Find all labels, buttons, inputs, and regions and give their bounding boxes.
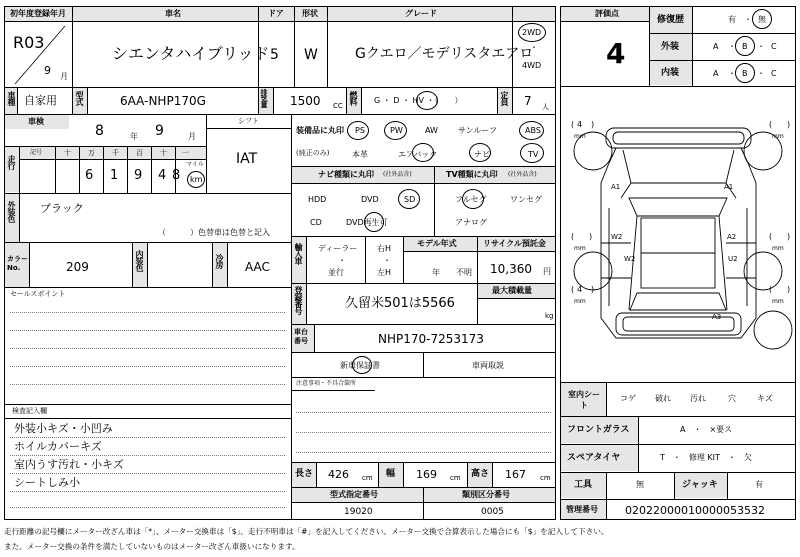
digit-1: 1 (110, 168, 119, 183)
dvdplay-circle (364, 212, 384, 232)
navi-kind-label: ナビ種類に丸印 (318, 170, 374, 179)
digit-lbl-5: 一 (182, 149, 189, 157)
diag-mm-2: mm (772, 133, 784, 140)
diag-rp-1: ) (591, 120, 595, 129)
wid-unit: cm (450, 474, 461, 482)
score-label: 評価点 (595, 9, 619, 18)
diag-rp-6: ) (787, 285, 791, 294)
reg-month-unit: 月 (60, 72, 68, 81)
import-dot-2: ・ (383, 256, 391, 265)
equip-sunroof: サンルーフ (458, 126, 497, 135)
kind-label: 車種 (7, 91, 16, 105)
ac-label: 冷房 (215, 254, 224, 268)
footer-line-2: また、メーター交換の条件を満たしていないものはメーター改ざん車扱いになります。 (4, 542, 300, 551)
len-value: 426 (328, 468, 349, 481)
door-label: ドア (268, 9, 284, 18)
repair-label: 修復歴 (657, 15, 685, 25)
tv-kind-sub: (社外品含) (508, 171, 537, 178)
mark-a1-right: A1 (724, 183, 734, 191)
equip-ps: PS (355, 126, 365, 135)
seat-dirt: 汚れ (690, 394, 706, 403)
digit-lbl-1: 万 (88, 149, 95, 157)
abs-circle (519, 121, 544, 140)
model-year-year: 年 (432, 268, 440, 277)
wid-label: 幅 (386, 469, 396, 479)
digit-2: 9 (134, 168, 143, 183)
equip-tv: TV (528, 150, 539, 159)
inspect-month: 9 (155, 123, 164, 139)
shift-label: シフト (238, 117, 259, 125)
tv-circle (520, 143, 544, 163)
ps-circle (347, 121, 369, 140)
diag-rp-4: ) (787, 232, 791, 241)
diag-mm-6: mm (772, 298, 784, 305)
navi-hdd: HDD (308, 195, 327, 204)
inspect-year: 8 (95, 123, 104, 139)
inspect-label: 車検 (28, 117, 44, 126)
recycle-label: リサイクル預託金 (483, 239, 546, 248)
mark-a3-rear: A3 (712, 313, 722, 321)
diag-rp-3: ) (589, 232, 593, 241)
jack-label: ジャッキ (682, 480, 718, 490)
fullseg-circle (462, 189, 484, 209)
reg-month: 9 (44, 64, 51, 77)
mark-u2-right: U2 (728, 255, 738, 263)
reg-year: R03 (13, 33, 45, 52)
tools-label: 工具 (574, 480, 593, 490)
mileage-label: 走行 (7, 155, 16, 169)
warranty-label: 新車保証書 (340, 361, 380, 370)
ext-dot2: ・ (757, 42, 765, 51)
car-diagram (561, 88, 795, 378)
ext-dot1: ・ (728, 42, 736, 51)
import-parallel: 並行 (328, 268, 344, 277)
shift-value: IAT (236, 151, 258, 167)
diag-four-1: 4 (577, 120, 583, 129)
plate-value: 久留米501は5566 (345, 296, 455, 311)
maxload-unit: kg (545, 312, 554, 320)
mileage-sym-label: 記号 (30, 149, 43, 156)
equip-airbag: エアバック (398, 150, 438, 159)
wid-value: 169 (416, 468, 437, 481)
airbag-circle (412, 143, 434, 162)
color-no-label: カラーNo. (7, 255, 28, 272)
maxload-label: 最大積載量 (492, 286, 532, 295)
diag-mm-5: mm (574, 298, 586, 305)
hgt-value: 167 (505, 468, 526, 481)
diag-rp-2: ) (787, 120, 791, 129)
use: 自家用 (24, 94, 57, 107)
jack-value: 有 (755, 480, 763, 489)
import-dot-1: ・ (338, 256, 346, 265)
navi-cd: CD (310, 218, 322, 227)
plate-label: 登録番号 (294, 286, 303, 314)
class-no-value: 0005 (481, 507, 504, 517)
disp-unit: CC (333, 102, 343, 110)
int-c: C (771, 69, 777, 78)
mgmt-label: 管理番号 (566, 505, 598, 514)
glass-label: フロントガラス (567, 425, 630, 435)
color-label: 外装色 (7, 201, 16, 222)
glass-value: A ・ ×要ス (680, 425, 733, 434)
shape: W (304, 47, 318, 63)
type-no-label: 型式指定番号 (330, 490, 378, 499)
cap: 7 (524, 94, 532, 108)
inspect-m: 月 (188, 132, 196, 141)
digit-0: 6 (85, 168, 94, 183)
sd-circle (398, 189, 420, 209)
equip-label: 装備品に丸印 (296, 126, 344, 135)
spare-label: スペアタイヤ (567, 453, 621, 463)
int-b: B (742, 69, 748, 78)
spare-value: T ・ 修理 KIT ・ 欠 (660, 453, 752, 462)
import-dealer: ディーラー (318, 244, 358, 253)
navi-dvd-play: DVD再生可 (346, 218, 388, 227)
mark-w2-left: W2 (611, 233, 623, 241)
drive-dot: ・ (530, 43, 538, 52)
interior-label: 内装 (661, 68, 680, 78)
sales-point-label: セールスポイント (10, 290, 66, 298)
model-label: 型式 (75, 91, 84, 105)
import-label: 輸入車 (294, 243, 303, 264)
repair-yes: 有 (728, 15, 736, 24)
inspect-notes-label: 検査記入欄 (12, 407, 47, 415)
return-label: 車両取説 (472, 361, 504, 370)
tv-analog: アナログ (455, 218, 487, 227)
color-value: ブラック (40, 202, 84, 215)
navi-circle (469, 143, 491, 162)
navi-dvd: DVD (361, 195, 379, 204)
digit-lbl-3: 百 (136, 149, 143, 157)
class-no-label: 類別区分番号 (462, 490, 510, 499)
model: 6AA-NHP170G (120, 94, 206, 108)
equip-leather: 本革 (352, 150, 368, 159)
digit-3: 4 (158, 168, 167, 183)
mark-w2-left-low: W2 (624, 255, 636, 263)
int-color-label: 内装色 (135, 250, 144, 271)
exterior-label: 外装 (661, 42, 680, 52)
hgt-label: 高さ (471, 469, 490, 479)
seat-hole: 穴 (728, 394, 736, 403)
repair-no: 無 (758, 15, 766, 24)
len-label: 長さ (295, 469, 314, 479)
ac-value: AAC (245, 260, 270, 274)
model-year-unknown: 不明 (456, 268, 472, 277)
import-rh: 右H (377, 244, 392, 253)
model-year-label: モデル年式 (417, 239, 457, 248)
diag-lp-2: ( (769, 120, 773, 129)
inspect-note-0: 外装小キズ・小凹み (14, 422, 113, 435)
mark-a2-right: A2 (727, 233, 737, 241)
inspect-note-2: 室内うす汚れ・小キズ (14, 458, 124, 471)
cap-unit: 人 (542, 103, 549, 111)
int-dot2: ・ (757, 69, 765, 78)
len-unit: cm (362, 474, 373, 482)
diag-mm-1: mm (574, 133, 586, 140)
digit-lbl-0: 十 (64, 149, 71, 157)
equip-abs: ABS (525, 126, 541, 135)
repair-dot: ・ (744, 15, 752, 24)
tv-fullseg: フルセグ (455, 195, 487, 204)
int-dot1: ・ (728, 69, 736, 78)
score-value: 4 (606, 37, 626, 70)
mgmt-value: 02022000010000053532 (625, 504, 765, 517)
fuel-hv-circle (416, 91, 438, 110)
drive-2wd: 2WD (522, 28, 542, 37)
car-name: シエンタハイブリッド (112, 44, 270, 63)
recycle-unit: 円 (543, 267, 551, 276)
navi-sd: SD (404, 195, 416, 204)
int-b-circle (735, 63, 755, 83)
color-note: （ ）色替車は色替と記入 (158, 228, 270, 237)
footer-line-1: 走行距離の記号欄にメーター改ざん車は「*」、メーター交換車は「$」、走行不明車は「#」を記入してください。メーター交換で合算表示した場合にも「$」を記入して下さい。 (4, 527, 609, 536)
repair-no-circle (752, 9, 772, 29)
tools-value: 無 (636, 480, 644, 489)
ext-b-circle (735, 36, 755, 56)
diag-lp-3: ( (571, 232, 575, 241)
diag-lp-5: ( (571, 285, 575, 294)
grade: Gクエロ／モデリスタエアロ (355, 46, 534, 62)
first-reg-label: 初年度登録年月 (10, 9, 66, 18)
tv-oneseg: ワンセグ (510, 195, 542, 204)
diag-four-5: 4 (577, 285, 583, 294)
digit-lbl-2: 千 (112, 149, 119, 157)
grade-label: グレード (405, 9, 437, 18)
shape-label: 形状 (302, 9, 318, 18)
chassis-label: 車台番号 (294, 328, 308, 345)
equip-pw: PW (390, 126, 403, 135)
diag-mm-4: mm (772, 245, 784, 252)
ext-c: C (771, 42, 777, 51)
drive-4wd: 4WD (522, 61, 542, 70)
equip-sub: (純正のみ) (296, 149, 330, 157)
import-lh: 左H (377, 268, 392, 277)
digit-lbl-4: 十 (160, 149, 167, 157)
cap-label: 定員 (500, 91, 509, 105)
ext-a: A (713, 42, 719, 51)
km-label: km (190, 175, 203, 184)
mile-label: マイル (186, 161, 204, 168)
diag-lp-6: ( (769, 285, 773, 294)
doors: 5 (270, 47, 279, 63)
pw-circle (384, 121, 407, 140)
hgt-unit: cm (540, 474, 551, 482)
disp: 1500 (290, 94, 321, 108)
diag-rp-5: ) (591, 285, 595, 294)
type-no-value: 19020 (344, 507, 373, 517)
int-a: A (713, 69, 719, 78)
inspect-note-1: ホイルカバーキズ (14, 440, 102, 453)
color-no: 209 (66, 260, 89, 274)
navi-kind-sub: (社外品含) (383, 171, 412, 178)
diag-lp-1: ( (571, 120, 575, 129)
equip-navi: ナビ (474, 150, 490, 159)
fuel-label: 燃料 (349, 91, 358, 105)
seat-tear: 破れ (655, 394, 671, 403)
chassis-value: NHP170-7253173 (378, 332, 484, 346)
diag-lp-4: ( (769, 232, 773, 241)
notes-label: 注意事項・不具合箇所 (296, 380, 357, 387)
diag-mm-3: mm (574, 245, 586, 252)
disp-label: 排気量 (260, 89, 268, 107)
car-name-label: 車名 (165, 9, 181, 18)
fuel: G ・ D ・ HV ・（ ） (374, 96, 463, 105)
tv-kind-label: TV種類に丸印 (446, 170, 498, 179)
warranty-circle (352, 356, 372, 374)
digit-4: 8 (172, 168, 181, 183)
seat-label: 室内シート (568, 390, 600, 410)
mark-a1-front: A1 (611, 183, 621, 191)
inspect-y: 年 (130, 132, 138, 141)
seat-scratch: キズ (757, 394, 773, 403)
inspect-note-3: シートしみ小 (14, 476, 80, 489)
recycle-value: 10,360 (490, 262, 532, 276)
ext-b: B (742, 42, 748, 51)
seat-burn: コゲ (620, 394, 636, 403)
equip-aw: AW (425, 126, 438, 135)
